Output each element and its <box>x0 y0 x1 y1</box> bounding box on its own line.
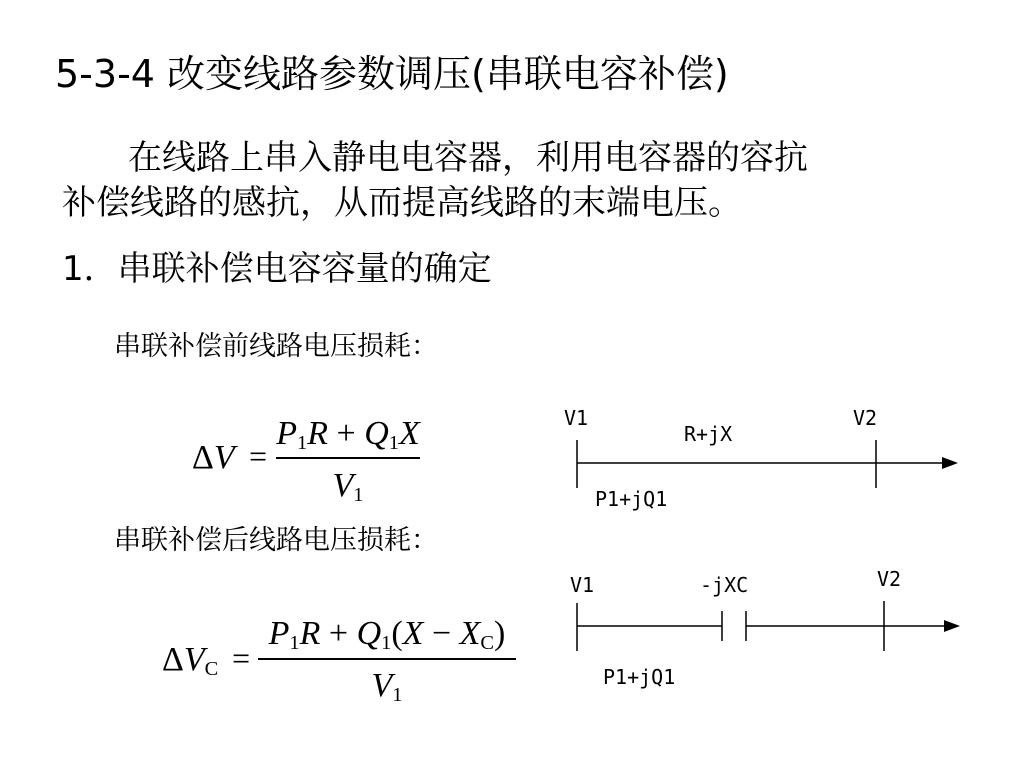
formula1-numerator: $P_1R + Q_1X$ <box>276 415 420 455</box>
formula2-equals: = <box>230 640 252 676</box>
diagram2-capacitor-label: -jXC <box>700 573 749 597</box>
formula2-numerator: $P_1R + Q_1(X - X_C)$ <box>268 615 506 655</box>
diagram2-v2-label: V2 <box>877 567 902 591</box>
diagram2-power-label: P1+jQ1 <box>603 665 676 689</box>
paragraph-line-1: 在线路上串入静电电容器，利用电容器的容抗 <box>128 138 808 178</box>
diagram1-v1-label: V1 <box>564 406 589 430</box>
paragraph-line-2: 补偿线路的感抗，从而提高线路的末端电压。 <box>62 183 742 223</box>
formula2-denominator: $V_1$ <box>371 667 403 707</box>
diagram2-v1-label: V1 <box>570 573 595 597</box>
line-diagram-after <box>570 567 960 689</box>
diagram1-arrowhead <box>942 457 958 469</box>
formula1-lhs: ΔV <box>192 439 235 476</box>
formula1-denominator: $V_1$ <box>332 467 364 507</box>
slide-title: 5-3-4 改变线路参数调压(串联电容补偿) <box>55 52 729 96</box>
diagram2-arrowhead <box>944 620 960 632</box>
diagram1-v2-label: V2 <box>853 406 878 430</box>
diagram1-impedance-label: R+jX <box>684 422 733 446</box>
formula1-equals: = <box>247 438 269 474</box>
section-heading: 1．串联补偿电容容量的确定 <box>62 249 492 289</box>
diagram1-power-label: P1+jQ1 <box>595 487 668 511</box>
before-compensation-label: 串联补偿前线路电压损耗： <box>114 331 438 362</box>
line-diagram-before <box>564 406 958 511</box>
after-compensation-label: 串联补偿后线路电压损耗： <box>114 525 438 556</box>
formula2-lhs: $\Delta V_C$ <box>162 641 219 681</box>
